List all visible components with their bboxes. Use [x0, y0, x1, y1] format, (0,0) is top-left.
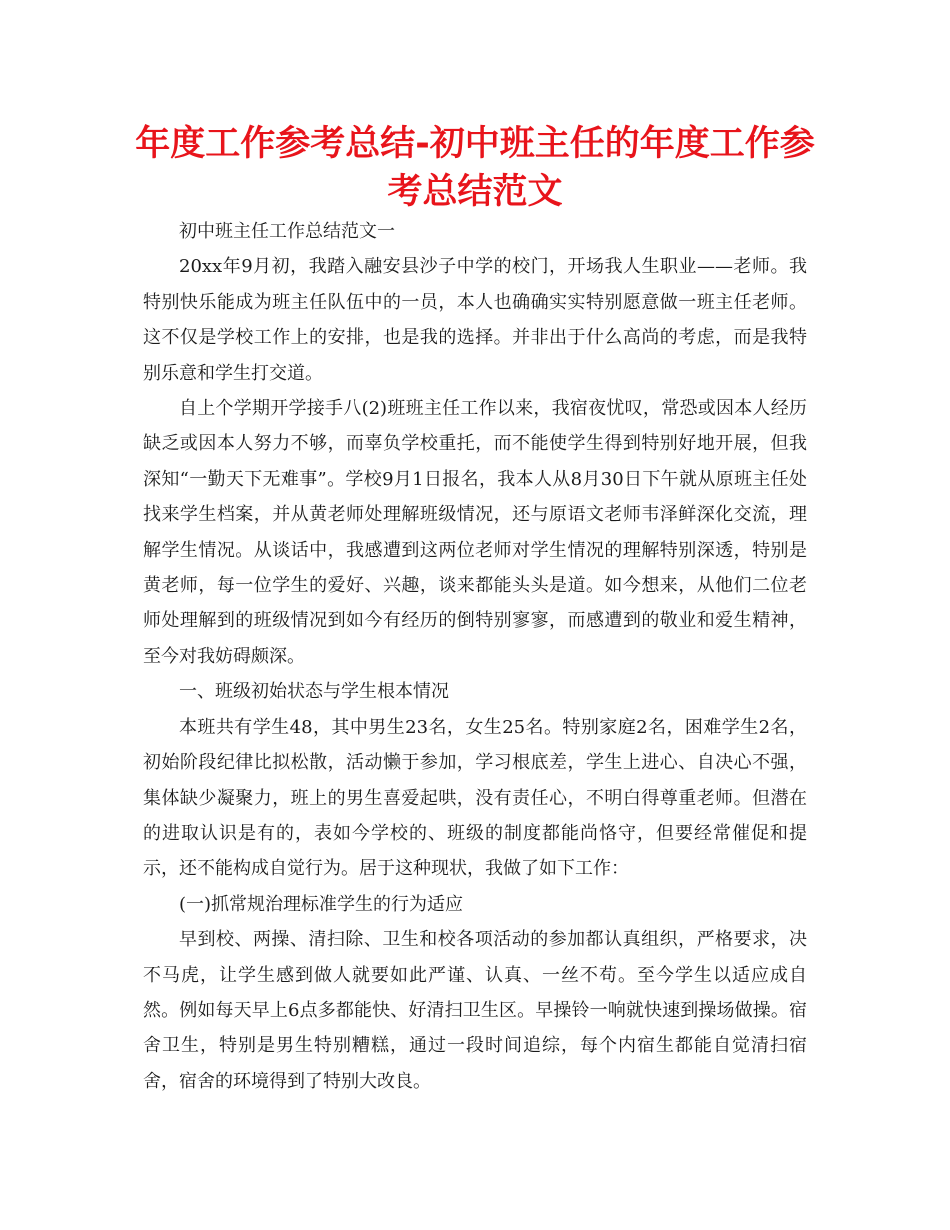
section-heading: 初中班主任工作总结范文一: [179, 221, 395, 242]
body-paragraph: 自上个学期开学接手八(2)班班主任工作以来，我宿夜忧叹，常恐或因本人经历缺乏或因本人努力不够，而辜负学校重托，而不能使学生得到特别好地开展，但我深知“一勤天下无难事”。学校9月1日报名，我本人从8月30日下午就从原班主任处找来学生档案，并从黄老师处理解班级情况，还与原语文老师韦泽鲜深化交流，理解学生情况。从谈话中，我感遭到这两位老师对学生情况的理解特别深透，特别是黄老师，每一位学生的爱好、兴趣，谈来都能头头是道。如今想来，从他们二位老师处理解到的班级情况到如今有经历的倒特别寥寥，而感遭到的敬业和爱生精神，至今对我妨碍颇深。: [143, 398, 807, 667]
body-paragraph: 20xx年9月初，我踏入融安县沙子中学的校门，开场我人生职业——老师。我特别快乐能成为班主任队伍中的一员，本人也确确实实特别愿意做一班主任老师。这不仅是学校工作上的安排，也是我的选择。并非出于什么高尚的考虑，而是我特别乐意和学生打交道。: [143, 256, 807, 384]
subsection-heading: (一)抓常规治理标准学生的行为适应: [179, 893, 464, 915]
body-paragraph: 早到校、两操、清扫除、卫生和校各项活动的参加都认真组织，严格要求，决不马虎，让学生感到做人就要如此严谨、认真、一丝不苟。至今学生以适应成自然。例如每天早上6点多都能快、好清扫卫生区。早操铃一响就快速到操场做操。宿舍卫生，特别是男生特别糟糕，通过一段时间追综，每个内宿生都能自觉清扫宿舍，宿舍的环境得到了特别大改良。: [143, 929, 807, 1092]
document-title: 年度工作参考总结-初中班主任的年度工作参考总结范文: [135, 124, 815, 212]
document-body: [143, 214, 807, 1099]
body-paragraph: 本班共有学生48，其中男生23名，女生25名。特别家庭2名，困难学生2名，初始阶段纪律比拟松散，活动懒于参加，学习根底差，学生上进心、自决心不强，集体缺少凝聚力，班上的男生喜爱起哄，没有责任心，不明白得尊重老师。但潜在的进取认识是有的，表如今学校的、班级的制度都能尚恪守，但要经常催促和提示，还不能构成自觉行为。居于这种现状，我做了如下工作：: [143, 716, 807, 880]
section-heading: 一、班级初始状态与学生根本情况: [179, 681, 449, 703]
